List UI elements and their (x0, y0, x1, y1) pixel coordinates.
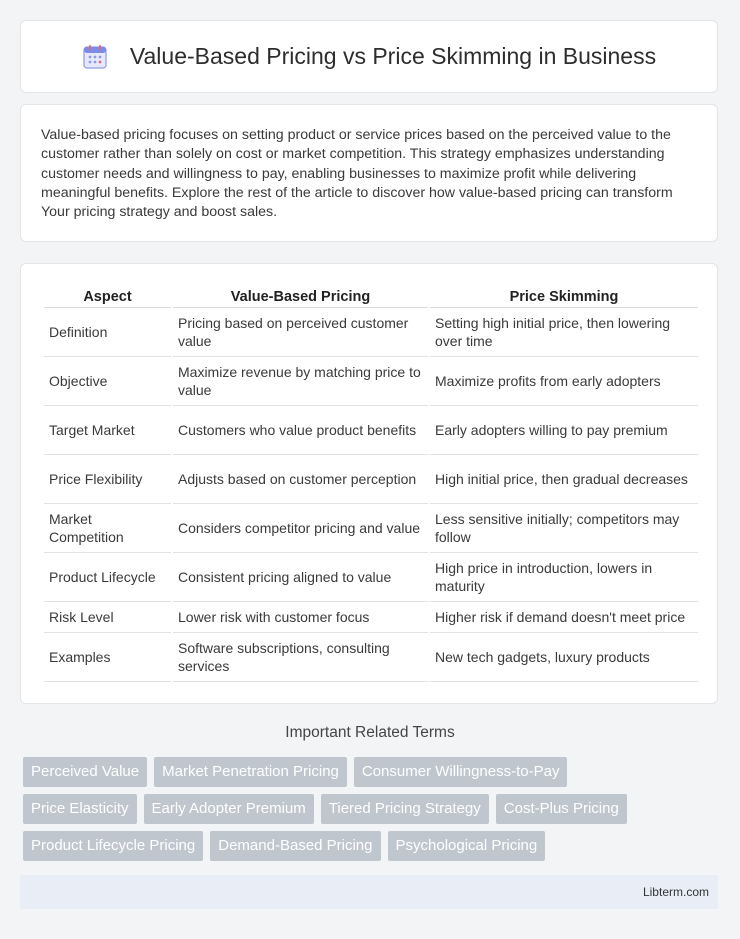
column-header: Price Skimming (430, 286, 698, 308)
table-cell: Pricing based on perceived customer value (173, 308, 428, 357)
table-row (44, 553, 698, 602)
related-term-tag[interactable]: Tiered Pricing Strategy (321, 794, 489, 824)
table-cell: Maximize profits from early adopters (430, 357, 698, 406)
table-cell: Lower risk with customer focus (173, 602, 428, 633)
table-cell: High initial price, then gradual decreases (430, 455, 698, 504)
footer (20, 875, 718, 909)
column-header: Value-Based Pricing (173, 286, 428, 308)
table-cell: Setting high initial price, then lowering over time (430, 308, 698, 357)
related-term-tag[interactable]: Market Penetration Pricing (154, 757, 347, 787)
related-terms-title: Important Related Terms (285, 724, 455, 741)
related-term-tag[interactable]: Cost-Plus Pricing (496, 794, 627, 824)
table-row (44, 308, 698, 357)
table-cell: Customers who value product benefits (173, 406, 428, 455)
table-cell: Early adopters willing to pay premium (430, 406, 698, 455)
table-row (44, 633, 698, 682)
related-term-tag[interactable]: Psychological Pricing (388, 831, 546, 861)
table-cell: Target Market (44, 406, 171, 455)
related-term-tag[interactable]: Consumer Willingness-to-Pay (354, 757, 568, 787)
table-cell: Software subscriptions, consulting services (173, 633, 428, 682)
table-row (44, 357, 698, 406)
related-term-tag[interactable]: Price Elasticity (23, 794, 137, 824)
related-terms-list (23, 757, 723, 868)
footer-site-link[interactable]: Libterm.com (642, 885, 709, 899)
table-cell: High price in introduction, lowers in maturity (430, 553, 698, 602)
table-row (44, 406, 698, 455)
related-term-tag[interactable]: Demand-Based Pricing (210, 831, 380, 861)
header-card (20, 20, 718, 93)
calendar-icon (82, 44, 108, 70)
table-header-row (44, 286, 698, 308)
table-row (44, 504, 698, 553)
table-cell: Less sensitive initially; competitors may follow (430, 504, 698, 553)
table-row (44, 455, 698, 504)
table-cell: Risk Level (44, 602, 171, 633)
page-title: Value-Based Pricing vs Price Skimming in Business (129, 43, 657, 69)
comparison-table (42, 286, 700, 682)
table-cell: Product Lifecycle (44, 553, 171, 602)
intro-text: Value-based pricing focuses on setting product or service prices based on the perceived value to the customer rather than solely on cost or market competition. This strategy emphasizes understanding customer needs and willingness to pay, enabling businesses to maximize profit while delivering meaningful benefits. Explore the rest of the article to discover how value-based pricing can transform Your pricing strategy and boost sales. (41, 127, 673, 221)
related-term-tag[interactable]: Perceived Value (23, 757, 147, 787)
table-row (44, 602, 698, 633)
table-cell: Higher risk if demand doesn't meet price (430, 602, 698, 633)
table-cell: New tech gadgets, luxury products (430, 633, 698, 682)
table-cell: Consistent pricing aligned to value (173, 553, 428, 602)
related-term-tag[interactable]: Product Lifecycle Pricing (23, 831, 203, 861)
table-cell: Price Flexibility (44, 455, 171, 504)
table-cell: Definition (44, 308, 171, 357)
table-cell: Adjusts based on customer perception (173, 455, 428, 504)
column-header: Aspect (44, 286, 171, 308)
table-cell: Examples (44, 633, 171, 682)
comparison-table-card (20, 263, 718, 704)
related-term-tag[interactable]: Early Adopter Premium (144, 794, 314, 824)
table-cell: Objective (44, 357, 171, 406)
table-cell: Market Competition (44, 504, 171, 553)
table-cell: Considers competitor pricing and value (173, 504, 428, 553)
intro-card (20, 104, 718, 242)
table-cell: Maximize revenue by matching price to value (173, 357, 428, 406)
